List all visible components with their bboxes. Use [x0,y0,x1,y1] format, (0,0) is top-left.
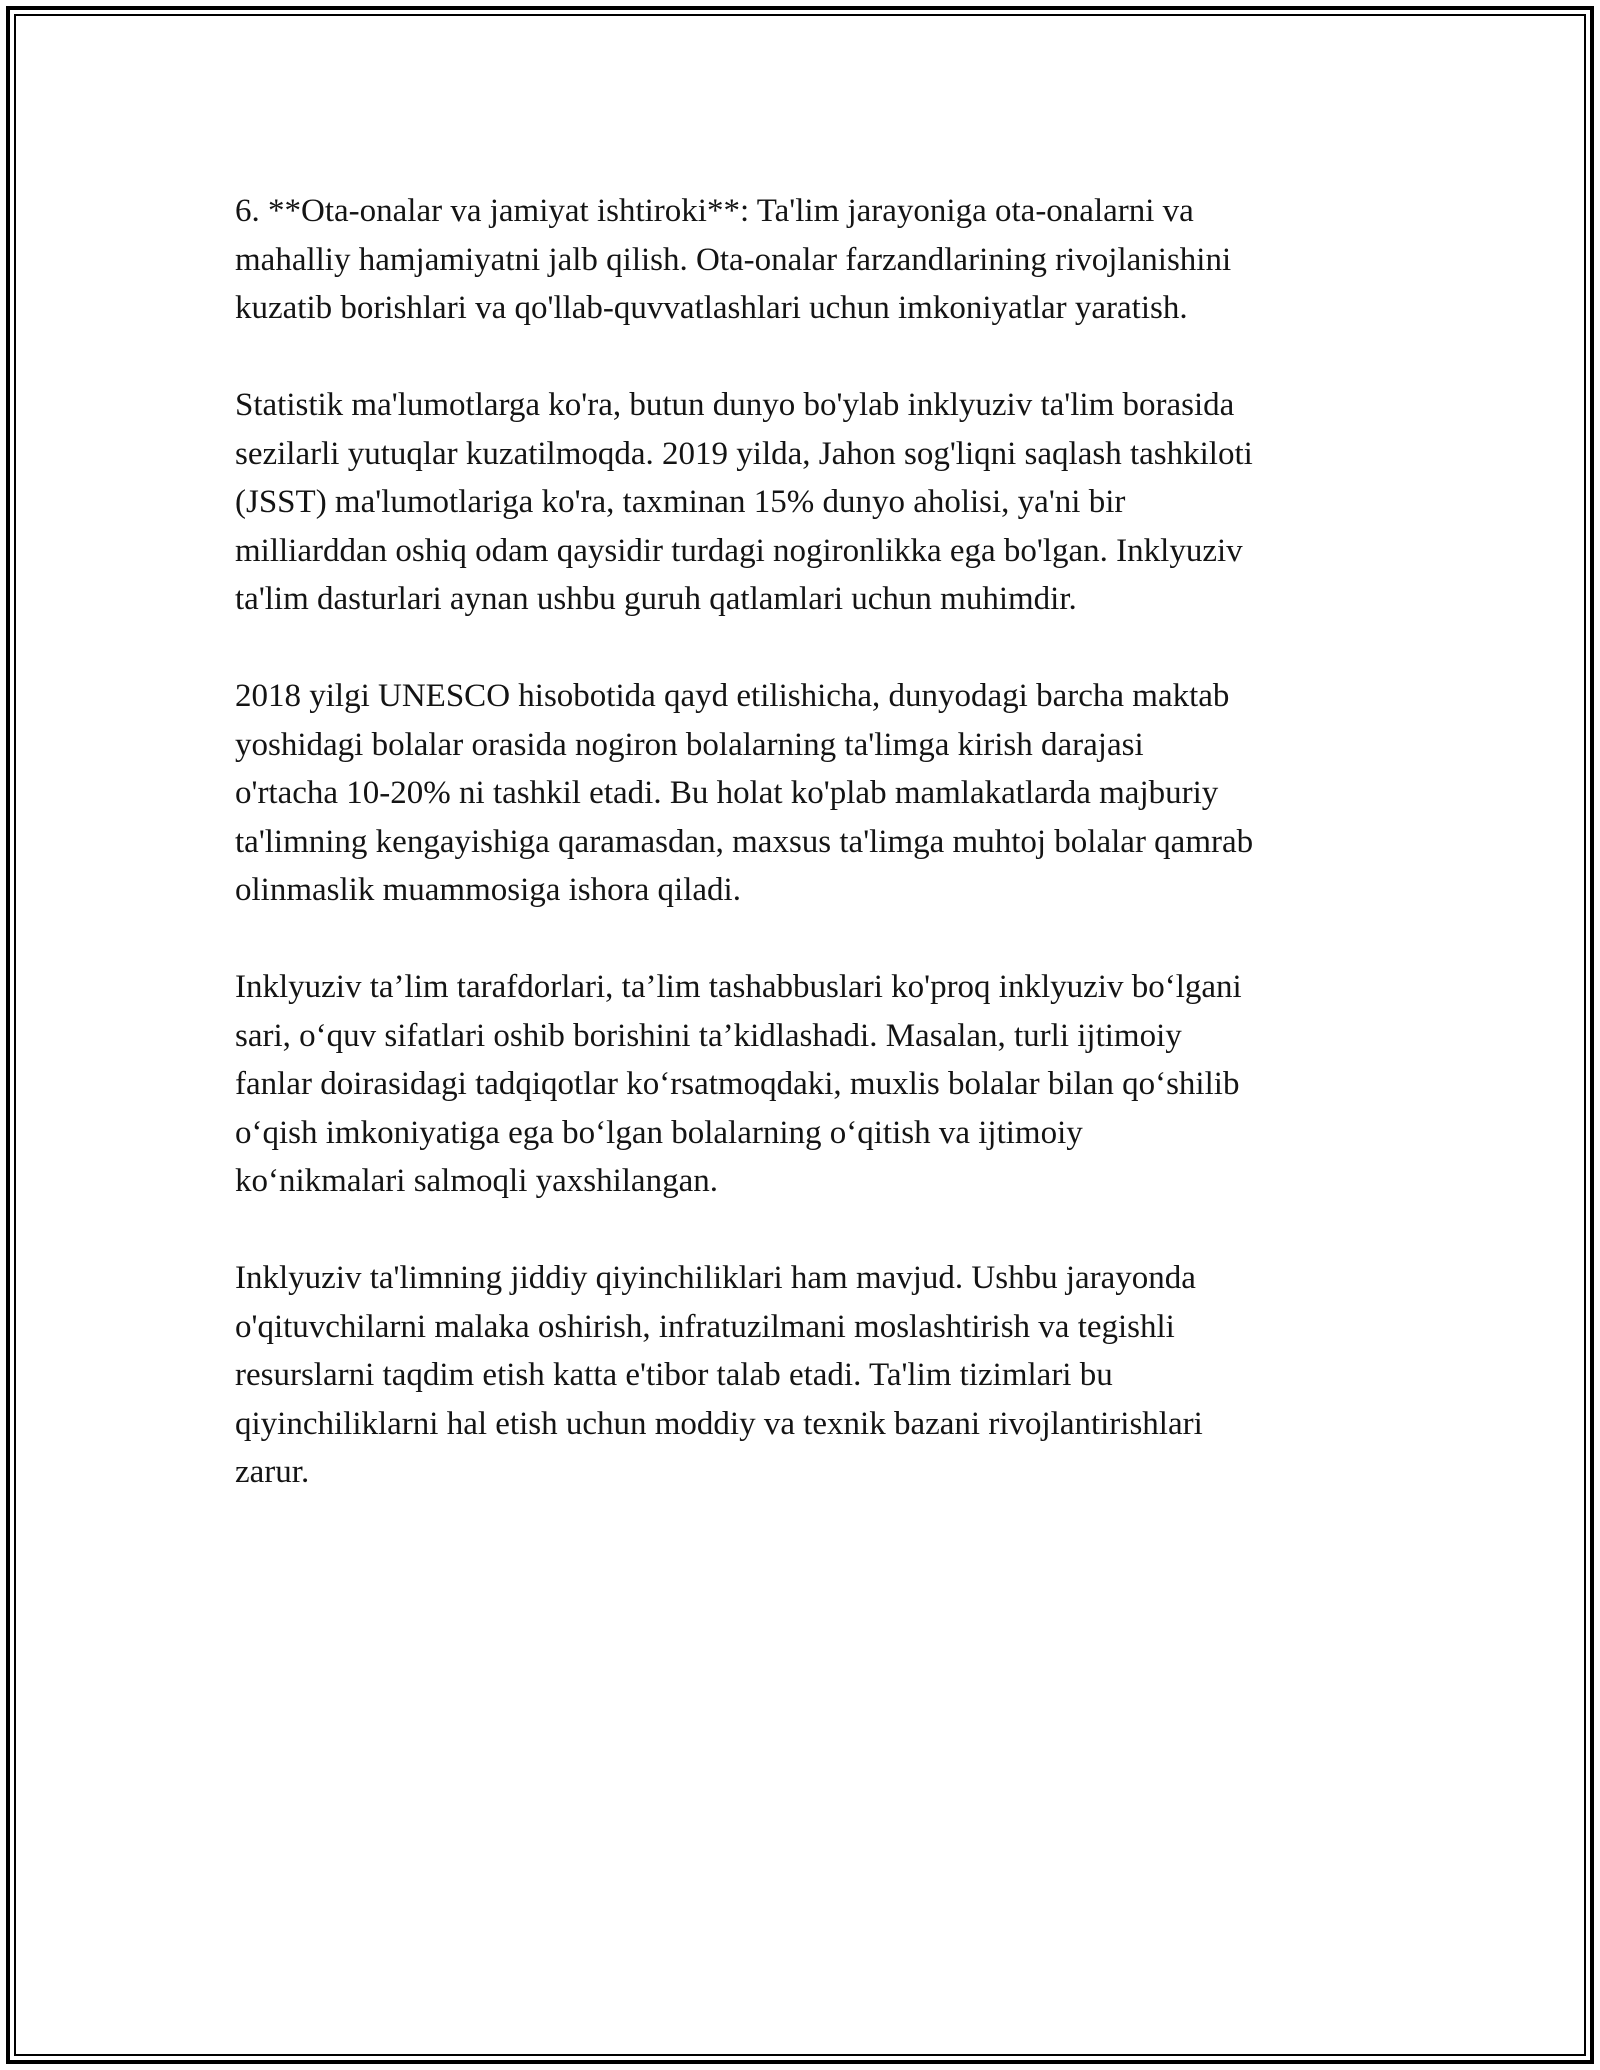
paragraph-supporters: Inklyuziv ta’lim tarafdorlari, ta’lim tashabbuslari ko'proq inklyuziv boʻlgani sari, oʻquv sifatlari oshib borishini ta’kidlashadi. Masalan, turli ijtimoiy fanlar doirasidagi tadqiqotlar koʻrsatmoqdaki, muxlis bolalar bilan qoʻshilib oʻqish imkoniyatiga ega boʻlgan bolalarning oʻqitish va ijtimoiy koʻnikmalari salmoqli yaxshilangan. [235,969,1242,1199]
paragraph-unesco-report: 2018 yilgi UNESCO hisobotida qayd etilishicha, dunyodagi barcha maktab yoshidagi bolalar orasida nogiron bolalarning ta'limga kirish darajasi o'rtacha 10-20% ni tashkil etadi. Bu holat ko'plab mamlakatlarda majburiy ta'limning kengayishiga qaramasdan, maxsus ta'limga muhtoj bolalar qamrab olinmaslik muammosiga ishora qiladi. [235,678,1254,908]
paragraph-parent-involvement: 6. **Ota-onalar va jamiyat ishtiroki**: Ta'lim jarayoniga ota-onalarni va mahalliy hamjamiyatni jalb qilish. Ota-onalar farzandlarining rivojlanishini kuzatib borishlari va qo'llab-quvvatlashlari uchun imkoniyatlar yaratish. [235,193,1232,326]
document-body [235,187,1375,1545]
paragraph-challenges: Inklyuziv ta'limning jiddiy qiyinchiliklari ham mavjud. Ushbu jarayonda o'qituvchilarni malaka oshirish, infratuzilmani moslashtirish va tegishli resurslarni taqdim etish katta e'tibor talab etadi. Ta'lim tizimlari bu qiyinchiliklarni hal etish uchun moddiy va texnik bazani rivojlantirishlari zarur. [235,1260,1203,1490]
paragraph-statistics: Statistik ma'lumotlarga ko'ra, butun dunyo bo'ylab inklyuziv ta'lim borasida sezilarli yutuqlar kuzatilmoqda. 2019 yilda, Jahon sog'liqni saqlash tashkiloti (JSST) ma'lumotlariga ko'ra, taxminan 15% dunyo aholisi, ya'ni bir milliarddan oshiq odam qaysidir turdagi nogironlikka ega bo'lgan. Inklyuziv ta'lim dasturlari aynan ushbu guruh qatlamlari uchun muhimdir. [235,387,1253,617]
